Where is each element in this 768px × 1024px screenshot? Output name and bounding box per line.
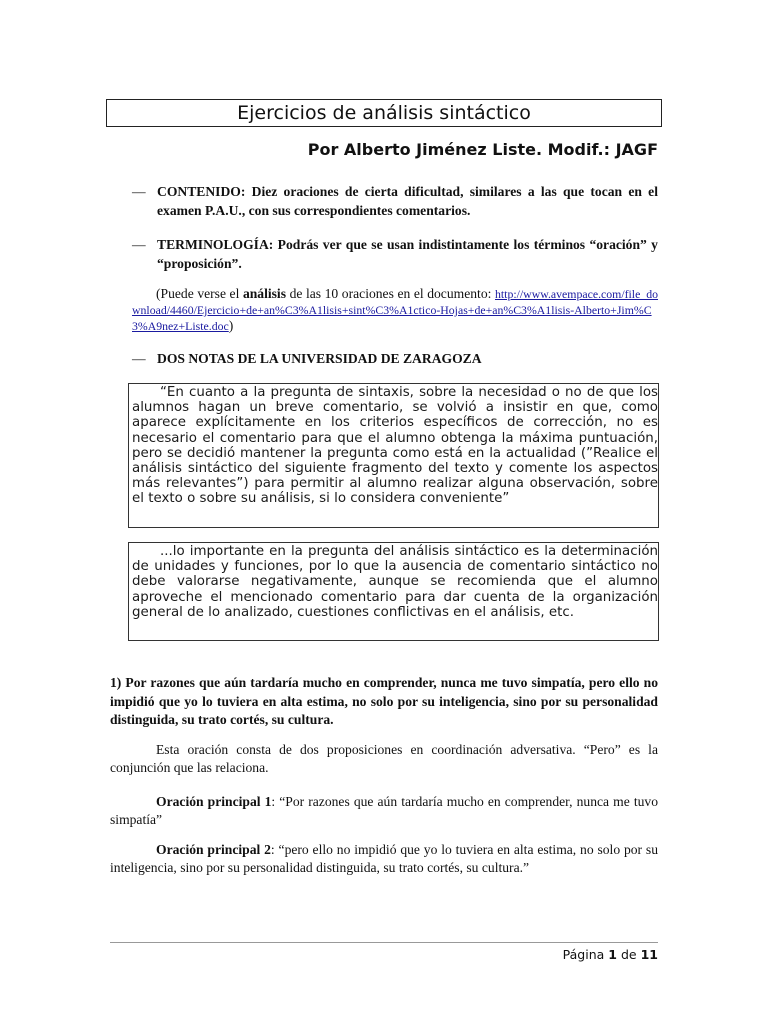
principal-2-text: : “pero ello no impidió que yo lo tuviera en alta estima, no solo por su inteligencia, sino por su personalidad distinguida, su trato cortés, su cultura.” [110,842,659,875]
note-post: de las 10 oraciones en el documento: [286,286,492,301]
bullet-dash: — [132,237,146,252]
principal-1 [110,793,658,829]
source-note [132,286,658,334]
footer-of-word: de [620,947,637,962]
document-link[interactable]: http://www.avempace.com/file_download/4460/Ejercicio+de+an%C3%A1lisis+sint%C3%A1ctico-Hojas+de+an%C3%A1lisis-Alberto+Jim%C3%A9nez+Liste.doc [132,287,659,333]
intro-text: Esta oración consta de dos proposiciones en coordinación adversativa. “Pero” es la conjunción que las relaciona. [110,742,658,775]
bullet-label: TERMINOLOGÍA: [157,237,274,252]
principal-1-label: Oración principal 1 [156,794,272,809]
quote-text: ...lo importante en la pregunta del análisis sintáctico es la determinación de unidades y funciones, por lo que la ausencia de comentario sintáctico no debe valorarse negativamente, aunque se recomienda que el alumno aproveche el mencionado comentario para dar cuenta de la organización general de lo analizado, cuestiones conflictivas en el análisis, etc. [132,544,658,620]
bullet-text: Podrás ver que se usan indistintamente los términos “oración” y “proposición”. [157,237,658,271]
author-byline: Por Alberto Jiménez Liste. Modif.: JAGF [307,140,658,159]
bullet-dash: — [132,184,146,199]
bullet-label: CONTENIDO: [157,184,246,199]
exercise-intro [110,741,658,777]
principal-2 [110,841,658,877]
note-bold: análisis [242,286,287,301]
footer-divider [110,942,658,943]
quote-text: “En cuanto a la pregunta de sintaxis, sobre la necesidad o no de que los alumnos hagan un breve comentario, se volvió a insistir en que, como aparece explícitamente en los criterios específicos de corrección, no es necesario el comentario para que el alumno obtenga la máxima puntuación, pero se decidió mantener la pregunta como está en la actualidad (”Realice el análisis sintáctico del siguiente fragmento del texto y comente los aspectos más relevantes”) para permitir al alumno realizar alguna observación, sobre el texto o sobre su análisis, si lo considera conveniente” [132,385,658,507]
notes-heading-text: DOS NOTAS DE LA UNIVERSIDAD DE ZARAGOZA [157,351,482,366]
footer-page-total: 11 [640,947,658,962]
footer-page-number: 1 [608,947,617,962]
note-close: ) [228,318,234,333]
bullet-text: Diez oraciones de cierta dificultad, similares a las que tocan en el examen P.A.U., con sus correspondientes comentarios. [157,184,658,218]
principal-2-label: Oración principal 2 [156,842,271,857]
principal-1-text: : “Por razones que aún tardaría mucho en comprender, nunca me tuvo simpatía” [110,794,658,827]
quote-box-1 [128,383,659,528]
note-pre: (Puede verse el [156,286,243,301]
page-footer [563,947,658,962]
exercise-sentence: 1) Por razones que aún tardaría mucho en comprender, nunca me tuvo simpatía, pero ello no impidió que yo lo tuviera en alta estima, no solo por su inteligencia, sino por su personalidad distinguida, su trato cortés, su cultura. [110,675,658,727]
bullet-contenido [132,182,658,220]
bullet-terminologia [132,235,658,273]
notes-heading [132,349,658,368]
document-title: Ejercicios de análisis sintáctico [106,99,662,127]
bullet-dash: — [132,351,146,366]
quote-box-2 [128,542,659,641]
footer-page-word: Página [562,947,605,962]
